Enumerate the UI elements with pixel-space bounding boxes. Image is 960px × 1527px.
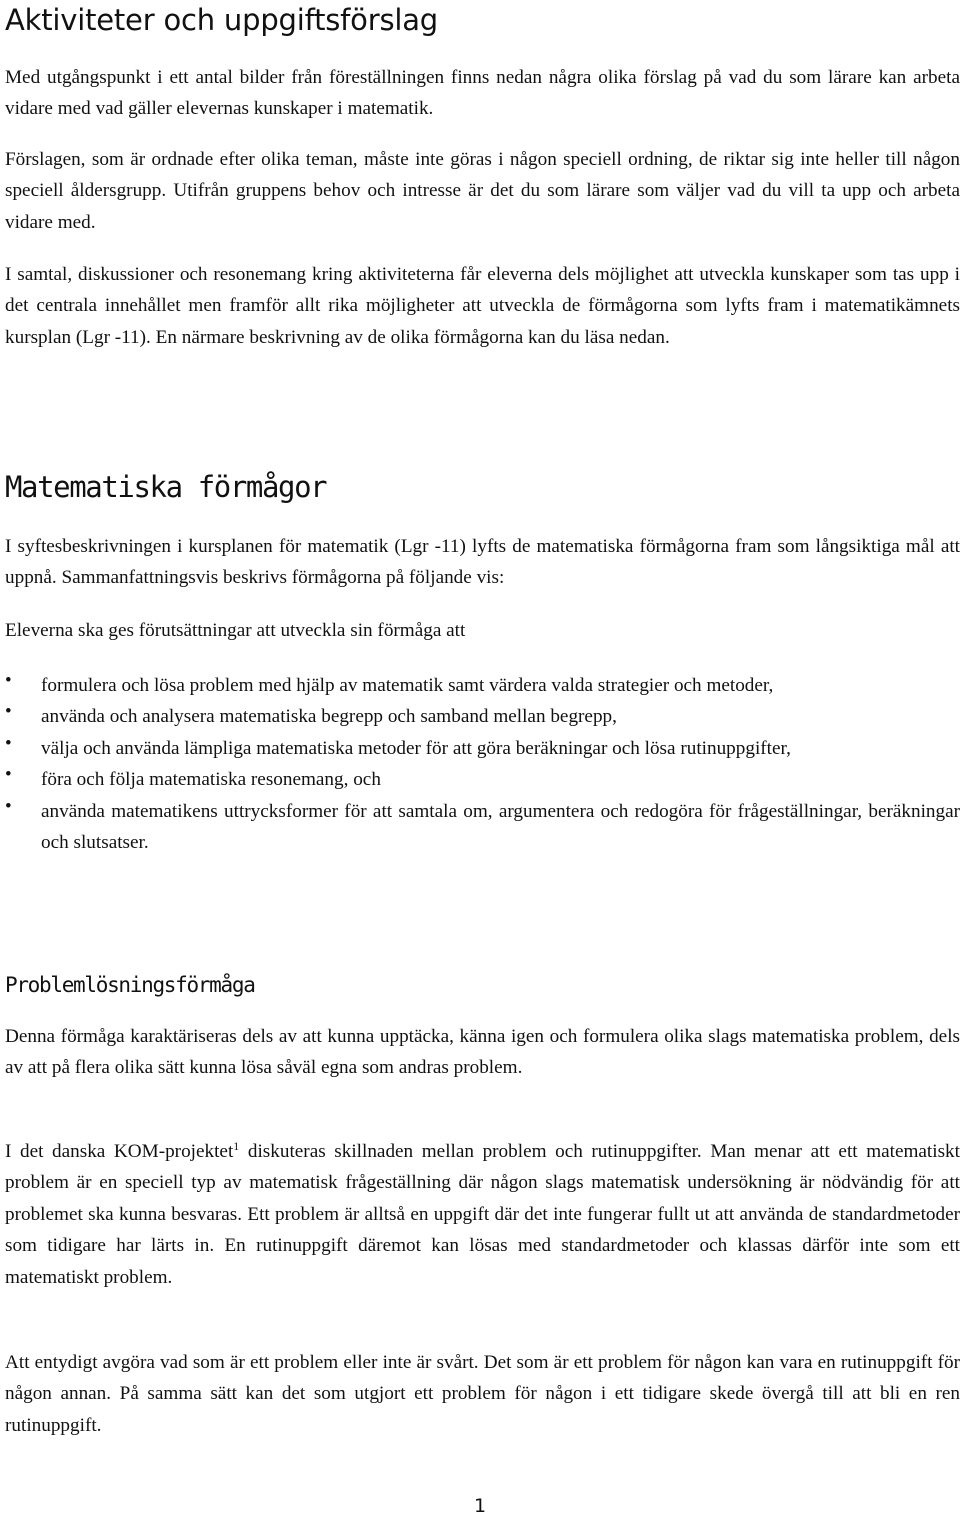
list-item bbox=[5, 764, 960, 795]
page-title: Aktiviteter och uppgiftsförslag bbox=[5, 3, 438, 37]
bullet-icon: • bbox=[5, 732, 12, 754]
subsection-heading-problemlosning: Problemlösningsförmåga bbox=[5, 973, 255, 997]
intro-paragraph-2-part-1: Förslagen, som är ordnade efter olika teman, måste inte göras i någon speciell ordning, de riktar sig inte heller till någon speciell åldersgrupp. bbox=[5, 149, 960, 202]
problemlosning-paragraph-2-part-2: diskuteras skillnaden mellan problem och rutinuppgifter. Man menar att ett matematiskt problem är en speciell typ av matematisk frågeställning där någon slags matematisk undersökning är nödvändig för att problemet ska kunna besvaras. Ett problem är alltså en uppgift där det inte fungerar fullt ut att använda de standardmetoder som tidigare har lärts in. En rutinuppgift däremot kan lösas med standardmetoder och klassas därför inte som ett matematiskt problem. bbox=[5, 1141, 960, 1288]
list-item-text: föra och följa matematiska resonemang, och bbox=[41, 769, 381, 791]
bullet-icon: • bbox=[5, 795, 12, 817]
intro-paragraph-3: I samtal, diskussioner och resonemang kring aktiviteterna får eleverna dels möjlighet att utveckla kunskaper som tas upp i det centrala innehållet men framför allt rika möjligheter att utveckla de förmågorna som lyfts fram i matematikämnets kursplan (Lgr -11). En närmare beskrivning av de olika förmågorna kan du läsa nedan. bbox=[5, 264, 960, 348]
page-number: 1 bbox=[473, 1495, 487, 1517]
bullet-icon: • bbox=[5, 670, 12, 691]
list-item-text: formulera och lösa problem med hjälp av matematik samt värdera valda strategier och metoder, bbox=[41, 675, 774, 696]
problemlosning-paragraph-2 bbox=[5, 1136, 960, 1293]
formagor-paragraph-1: I syftesbeskrivningen i kursplanen för matematik (Lgr -11) lyfts de matematiska förmågorna fram som långsiktiga mål att uppnå. Sammanfattningsvis beskrivs förmågorna på följande vis: bbox=[5, 536, 960, 589]
problemlosning-paragraph-3: Att entydigt avgöra vad som är ett problem eller inte är svårt. Det som är ett problem för någon kan vara en rutinuppgift för någon annan. På samma sätt kan det som utgjort ett problem för någon i ett tidigare skede övergå till att bli en ren rutinuppgift. bbox=[5, 1352, 960, 1436]
list-item bbox=[5, 733, 960, 764]
list-item-text: använda och analysera matematiska begrepp och samband mellan begrepp, bbox=[41, 706, 617, 728]
bullet-icon: • bbox=[5, 764, 12, 786]
footnote-reference: 1 bbox=[233, 1139, 240, 1153]
intro-paragraph-2-part-2: Utifrån gruppens behov och intresse är det du som lärare som väljer vad du vill ta upp och arbeta vidare med. bbox=[5, 180, 960, 233]
list-item-text: använda matematikens uttrycksformer för att samtala om, argumentera och redogöra för frågeställningar, beräkningar och slutsatser. bbox=[41, 800, 960, 854]
list-item-text: välja och använda lämpliga matematiska metoder för att göra beräkningar och lösa rutinuppgifter, bbox=[41, 737, 791, 759]
problemlosning-paragraph-1: Denna förmåga karaktäriseras dels av att kunna upptäcka, känna igen och formulera olika slags matematiska problem, dels av att på flera olika sätt kunna lösa såväl egna som andras problem. bbox=[5, 1026, 960, 1079]
intro-paragraph-2 bbox=[5, 144, 960, 238]
list-item bbox=[5, 701, 960, 732]
formagor-list bbox=[5, 670, 960, 858]
bullet-icon: • bbox=[5, 701, 12, 723]
list-item bbox=[5, 670, 960, 701]
formagor-paragraph-2: Eleverna ska ges förutsättningar att utveckla sin förmåga att bbox=[5, 620, 466, 641]
intro-paragraph-1: Med utgångspunkt i ett antal bilder från föreställningen finns nedan några olika förslag på vad du som lärare kan arbeta vidare med vad gäller elevernas kunskaper i matematik. bbox=[5, 67, 960, 120]
list-item bbox=[5, 796, 960, 859]
section-heading-formagor: Matematiska förmågor bbox=[5, 470, 327, 504]
problemlosning-paragraph-2-part-1: I det danska KOM-projektet bbox=[5, 1141, 234, 1162]
